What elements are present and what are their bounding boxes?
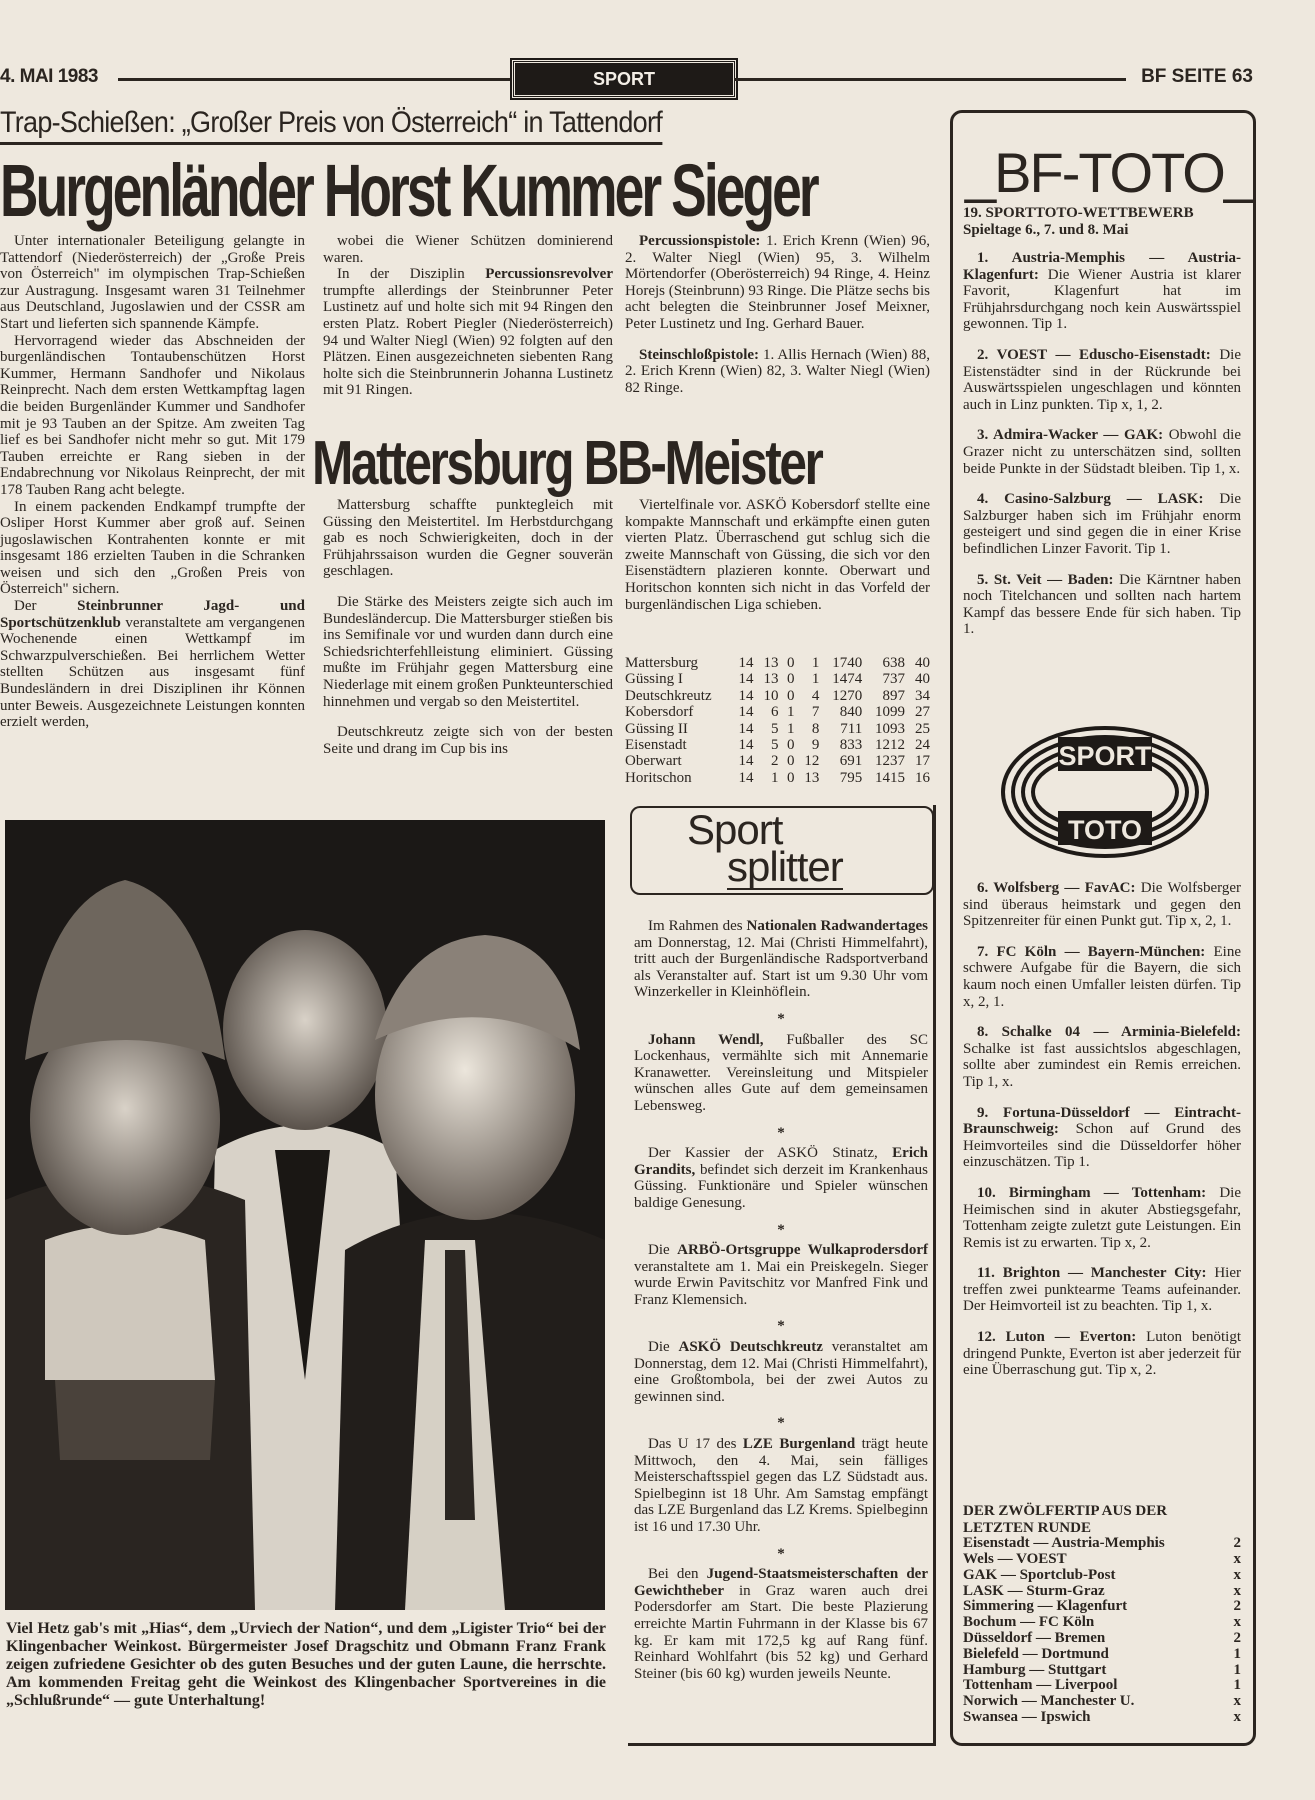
list-item bbox=[963, 1599, 1241, 1615]
table-row bbox=[625, 655, 933, 671]
text-run: Der bbox=[14, 598, 78, 615]
bold-text-run: 2. VOEST — Eduscho-Eisenstadt: bbox=[977, 346, 1211, 363]
stat-cell: 13 bbox=[763, 655, 779, 671]
stat-cell: 5 bbox=[770, 720, 779, 737]
bold-text-run: ARBÖ-Ortsgruppe Wulkaprodersdorf bbox=[677, 1242, 928, 1259]
paragraph bbox=[963, 1329, 1241, 1379]
team-name: Güssing I bbox=[625, 671, 683, 688]
stat-cell: 1093 bbox=[874, 720, 905, 737]
match-result: 1 bbox=[1233, 1661, 1241, 1678]
match-pairing: LASK — Sturm-Graz bbox=[963, 1582, 1105, 1599]
toto-title: 19. SPORTTOTO-WETTBEWERB bbox=[963, 205, 1194, 221]
text-run: veranstaltete am 1. Mai ein Preiskegeln. Sieger wurde Erwin Pavitschitz vor Manfred Fink und Franz Klemensich. bbox=[634, 1258, 928, 1308]
text-run: Schon auf Grund des Heimvorteiles sind die Düsseldorfer höher einzuschätzen. Tip 1. bbox=[963, 1121, 1241, 1171]
stat-cell: 0 bbox=[786, 655, 795, 671]
article-subheadline: Trap-Schießen: „Großer Preis von Österreich“ in Tattendorf bbox=[0, 106, 662, 145]
paragraph bbox=[634, 1339, 928, 1405]
stat-cell: 6 bbox=[770, 704, 779, 721]
match-pairing: Hamburg — Stuttgart bbox=[963, 1661, 1107, 1678]
bold-text-run: 12. Luton — Everton: bbox=[977, 1329, 1137, 1346]
bold-text-run: Jugend-Staatsmeisterschaften der Gewichtheber bbox=[634, 1566, 928, 1599]
stat-cell: 0 bbox=[786, 737, 795, 754]
team-name: Eisenstadt bbox=[625, 737, 687, 754]
last-round bbox=[963, 1503, 1241, 1726]
bold-text-run: 6. Wolfsberg — FavAC: bbox=[977, 880, 1136, 896]
table-row bbox=[625, 721, 933, 737]
stat-cell: 40 bbox=[915, 671, 930, 688]
stat-cell: 0 bbox=[786, 671, 795, 688]
stat-cell: 1 bbox=[811, 655, 820, 671]
text-run: 1. Erich Krenn (Wien) 96, 2. Walter Niegl (Wien) 95, 3. Wilhelm Mörtendorfer (Oberösterreich) 94 Ringe, 4. Heinz Horejs (Steinbrunn) 93 Ringe. Die Plätze sechs bis acht belegten die Steinbrunner Josef Meixner, Peter Lustinetz und Ing. Gerhard Bauer. bbox=[625, 233, 930, 332]
paragraph bbox=[0, 598, 305, 731]
paragraph bbox=[963, 491, 1241, 557]
bold-text-run: Johann Wendl, bbox=[648, 1031, 764, 1048]
match-result: 1 bbox=[1233, 1645, 1241, 1662]
match-result: x bbox=[1233, 1550, 1241, 1567]
splitter-title-line2: splitter bbox=[727, 843, 843, 890]
stat-cell: 795 bbox=[839, 769, 863, 786]
match-pairing: Wels — VOEST bbox=[963, 1550, 1067, 1567]
text-run: Die Wolfsberger sind überaus heimstark und gegen den Spitzenreiter für einen Punkt gut. Tip x, 2, 1. bbox=[963, 880, 1241, 930]
stat-cell: 14 bbox=[738, 769, 754, 786]
match-result: x bbox=[1233, 1566, 1241, 1583]
paragraph bbox=[634, 1436, 928, 1536]
text-run: am Donnerstag, 12. Mai (Christi Himmelfahrt), tritt auch der Burgenländische Radsportverband als Veranstalter auf. Start ist um 9.30 Uhr vom Winzerkeller in Kleinhöflein. bbox=[634, 934, 928, 1001]
table-row bbox=[625, 753, 933, 769]
match-result: 2 bbox=[1233, 1629, 1241, 1646]
match-result: 2 bbox=[1233, 1598, 1241, 1615]
bold-text-run: Nationalen Radwandertages bbox=[746, 918, 928, 934]
stat-cell: 4 bbox=[811, 687, 820, 704]
text-run: Fußballer des SC Lockenhaus, vermählte sich mit Annemarie Kranawetter. Vereinsleitung und Mitspieler wünschen alles Gute auf dem gemeinsamen Lebensweg. bbox=[634, 1031, 928, 1114]
stat-cell: 638 bbox=[882, 655, 905, 671]
stat-cell: 25 bbox=[915, 720, 930, 737]
table-row bbox=[625, 737, 933, 753]
toto-heading bbox=[963, 205, 1241, 238]
team-name: Mattersburg bbox=[625, 655, 699, 671]
text-run: veranstaltet am Donnerstag, dem 12. Mai (Christi Himmelfahrt), eine Großtombola, bei der zwei Autos zu gewinnen sind. bbox=[634, 1339, 928, 1405]
text-run: Die Stärke des Meisters zeigte sich auch im Bundesländercup. Die Mattersburger stießen bis ins Semifinale vor und wurden dann durch eine Schiedsrichterfehlleistung eliminiert. Güssing mußte im Frühjahr gegen Mattersburg eine Niederlage mit einem großen Punkteunterschied hinnehmen und vergab so den Meistertitel. bbox=[323, 593, 613, 710]
table-row bbox=[625, 671, 933, 687]
last-round-list bbox=[963, 1536, 1241, 1726]
stat-cell: 10 bbox=[763, 687, 779, 704]
text-run: Die Eistenstädter sind in der Rückrunde bei Auswärtsspielen ungeschlagen und könnten auch in Linz punkten. Tip x, 1, 2. bbox=[963, 346, 1241, 413]
article-column bbox=[323, 233, 613, 399]
stat-cell: 16 bbox=[915, 769, 930, 786]
separator-asterisk: * bbox=[777, 1010, 785, 1027]
text-run: Luton benötigt dringend Punkte, Everton ist aber jederzeit für eine Überraschung gut. Tip x, 2. bbox=[963, 1329, 1241, 1379]
article-column bbox=[625, 497, 930, 613]
list-item bbox=[963, 1694, 1241, 1710]
bold-text-run: 7. FC Köln — Bayern-München: bbox=[977, 943, 1206, 960]
article-headline: Mattersburg BB-Meister bbox=[312, 429, 822, 498]
match-pairing: Norwich — Manchester U. bbox=[963, 1693, 1135, 1710]
team-name: Kobersdorf bbox=[625, 704, 694, 721]
text-run: Die bbox=[648, 1242, 678, 1259]
stat-cell: 14 bbox=[738, 753, 754, 770]
match-pairing: Bielefeld — Dortmund bbox=[963, 1645, 1109, 1662]
text-run: trumpfte allerdings der Steinbrunner Peter Lustinetz auf und holte sich mit 94 Ringen den ersten Platz. Robert Piegler (Niederösterreich) 94 und Walter Niegl (Wien) 92 folgten auf den Plätzen. Einen ausgezeichneten siebenten Rang holte sich die Steinbrunnerin Johanna Lustinetz mit 91 Ringen. bbox=[323, 282, 613, 399]
text-run: Unter internationaler Beteiligung gelangte in Tattendorf (Niederösterreich) der „Große Preis von Österreich" im olympischen Trap-Schießen zur Austragung. Insgesamt waren 31 Teilnehmer aus Deutschland, Jugoslawien und der CSSR am Start und lieferten sich spannende Kämpfe. bbox=[0, 233, 305, 332]
separator-asterisk: * bbox=[777, 1415, 785, 1432]
team-name: Horitschon bbox=[625, 769, 692, 786]
list-item bbox=[963, 1710, 1241, 1726]
text-run: Hervorragend wieder das Abschneiden der burgenländischen Tontaubenschützen Horst Kummer, Hermann Sandhofer und Nikolaus Reinprecht. Nach dem ersten Wettkampftag lagen die beiden Burgenländer Kummer und Sandhofer mit je 93 Tauben an der Spitze. Am zweiten Tag lief es bei Sandhofer nicht mehr so gut. Mit 179 Tauben erreichte er Rang sieben in der Endabrechnung vor Nikolaus Reinprecht, der mit 178 Tauben Rang acht belegte. bbox=[0, 332, 305, 498]
bold-text-run: Erich Grandits, bbox=[634, 1145, 928, 1178]
list-item bbox=[963, 1536, 1241, 1552]
match-result: 1 bbox=[1233, 1677, 1241, 1694]
stat-cell: 1237 bbox=[874, 753, 905, 770]
toto-subtitle: Spieltage 6., 7. und 8. Mai bbox=[963, 221, 1129, 238]
stat-cell: 40 bbox=[915, 655, 930, 671]
stat-cell: 17 bbox=[915, 753, 930, 770]
paragraph bbox=[963, 1105, 1241, 1171]
article-headline: Burgenländer Horst Kummer Sieger bbox=[0, 149, 817, 232]
toto-tips bbox=[963, 250, 1241, 638]
article-column bbox=[625, 233, 930, 396]
bold-text-run: 1. Austria-Memphis — Austria-Klagenfurt: bbox=[963, 250, 1241, 283]
stat-cell: 1099 bbox=[874, 704, 905, 721]
match-result: x bbox=[1233, 1582, 1241, 1599]
team-name: Deutschkreutz bbox=[625, 687, 712, 704]
paragraph bbox=[634, 1145, 928, 1211]
stat-cell: 1 bbox=[786, 704, 795, 721]
stat-cell: 737 bbox=[882, 671, 905, 688]
match-pairing: Swansea — Ipswich bbox=[963, 1708, 1091, 1725]
match-result: x bbox=[1233, 1614, 1241, 1631]
stat-cell: 840 bbox=[839, 704, 863, 721]
photo-image bbox=[5, 820, 605, 1610]
separator-asterisk: * bbox=[777, 1221, 785, 1238]
paragraph bbox=[963, 1024, 1241, 1090]
stat-cell: 1270 bbox=[832, 687, 863, 704]
stat-cell: 14 bbox=[738, 671, 754, 688]
issue-date: 4. MAI 1983 bbox=[0, 66, 98, 87]
text-run: Die Heimischen sind in akuter Abstiegsgefahr, Tottenham zeigte zuletzt gute Leistungen. Ein Remis ist zu erwarten. Tip x, 2. bbox=[963, 1184, 1241, 1251]
text-run: wobei die Wiener Schützen dominierend waren. bbox=[323, 233, 613, 266]
sport-toto-logo-top: SPORT bbox=[1058, 741, 1152, 771]
stat-cell: 711 bbox=[840, 720, 863, 737]
splitter-title-line1: Sport bbox=[687, 806, 783, 853]
list-item bbox=[963, 1678, 1241, 1694]
text-run: befindet sich derzeit im Krankenhaus Güssing. Funktionäre und Spieler wünschen baldige Genesung. bbox=[634, 1161, 928, 1211]
paragraph bbox=[634, 1242, 928, 1308]
text-run: Die Kärntner haben noch Titelchancen und sollten nach hartem Kampf das bessere Ende für sich haben. Tip 1. bbox=[963, 571, 1242, 638]
paragraph bbox=[323, 233, 613, 266]
text-run: Hier treffen zwei punktearme Teams aufeinander. Der Heimvorteil ist zu beachten. Tip 1, x. bbox=[963, 1265, 1241, 1315]
text-run: In einem packenden Endkampf trumpfte der Osliper Horst Kummer aber groß auf. Seinen jugoslawischen Kontrahenten konnte er mit insgesamt 186 erzielten Tauben in die Schranken weisen und sich den „Großen Preis von Österreich" sichern. bbox=[0, 498, 305, 598]
header-rule bbox=[118, 78, 512, 81]
paragraph bbox=[963, 427, 1241, 477]
text-run: Obwohl die Grazer nicht zu unterschätzen sind, sollten beide Punkte in der Südstadt bleiben. Tip 1, x. bbox=[963, 427, 1241, 477]
team-name: Oberwart bbox=[625, 753, 682, 770]
match-result: x bbox=[1233, 1693, 1241, 1710]
stat-cell: 9 bbox=[811, 737, 820, 754]
text-run: Das U 17 des bbox=[648, 1436, 743, 1453]
list-item bbox=[963, 1568, 1241, 1584]
paragraph bbox=[323, 497, 613, 580]
stat-cell: 5 bbox=[770, 737, 779, 754]
paragraph bbox=[963, 250, 1241, 333]
bold-text-run: Percussionsrevolver bbox=[485, 266, 613, 283]
sport-splitter-title bbox=[630, 806, 934, 895]
paragraph bbox=[963, 1265, 1241, 1315]
bf-toto-logo: _BF-TOTO_ bbox=[965, 141, 1254, 204]
text-run: trägt heute Mittwoch, den 4. Mai, sein fälliges Meisterschaftsspiel gegen das LZ Südstadt aus. Spielbeginn ist 18 Uhr. Am Samstag empfängt das LZE Burgenland das LZ Krems. Spielbeginn ist 16 und 17.30 Uhr. bbox=[634, 1436, 929, 1535]
stat-cell: 14 bbox=[738, 720, 754, 737]
text-run: Viertelfinale vor. ASKÖ Kobersdorf stellte eine kompakte Mannschaft und erkämpfte einen guten vierten Platz. Überraschend gut schlug sich die zweite Mannschaft von Güssing, die sich vor den Eisenstädtern plazieren konnte. Oberwart und Horitschon konnten sich nicht in das Vorfeld der burgenländischen Liga schieben. bbox=[625, 497, 930, 613]
match-result: x bbox=[1233, 1708, 1241, 1725]
stat-cell: 24 bbox=[915, 737, 930, 754]
stat-cell: 1740 bbox=[832, 655, 863, 671]
text-run: Mattersburg schaffte punktegleich mit Güssing den Meistertitel. Im Herbstdurchgang gab es noch Schwierigkeiten, doch in der Frühjahrssaison wurden die Gegner souverän geschlagen. bbox=[323, 497, 613, 580]
paragraph bbox=[963, 572, 1241, 638]
bold-text-run: ASKÖ Deutschkreutz bbox=[678, 1339, 823, 1356]
paragraph bbox=[634, 1032, 928, 1115]
match-pairing: Düsseldorf — Bremen bbox=[963, 1629, 1106, 1646]
text-run: 1. Allis Hernach (Wien) 88, 2. Erich Krenn (Wien) 82, 3. Walter Niegl (Wien) 82 Ringe. bbox=[625, 346, 930, 396]
paragraph bbox=[0, 499, 305, 599]
match-pairing: Simmering — Klagenfurt bbox=[963, 1598, 1128, 1615]
stat-cell: 897 bbox=[882, 687, 905, 704]
list-item bbox=[963, 1631, 1241, 1647]
paragraph bbox=[0, 333, 305, 499]
bold-text-run: Percussionspistole: bbox=[639, 233, 761, 249]
text-run: Die Wiener Austria ist klarer Favorit, Klagenfurt hat im Frühjahrsdurchgang noch kein Auswärtsspiel gewonnen. Tip 1. bbox=[963, 266, 1241, 333]
text-run: Im Rahmen des bbox=[648, 918, 747, 934]
stat-cell: 1212 bbox=[874, 737, 905, 754]
paragraph bbox=[634, 1566, 928, 1682]
table-row bbox=[625, 704, 933, 720]
separator-asterisk: * bbox=[777, 1124, 785, 1141]
stat-cell: 13 bbox=[804, 769, 820, 786]
separator-asterisk: * bbox=[777, 1318, 785, 1335]
text-run: Deutschkreutz zeigte sich von der besten Seite und drang im Cup bis ins bbox=[323, 724, 613, 757]
section-label: SPORT bbox=[512, 60, 736, 98]
bold-text-run: 4. Casino-Salzburg — LASK: bbox=[977, 491, 1204, 508]
stat-cell: 1474 bbox=[832, 671, 863, 688]
match-result: 2 bbox=[1233, 1535, 1241, 1552]
stat-cell: 691 bbox=[839, 753, 863, 770]
stat-cell: 34 bbox=[915, 687, 930, 704]
stat-cell: 14 bbox=[738, 687, 754, 704]
stat-cell: 833 bbox=[839, 737, 863, 754]
league-table bbox=[625, 655, 933, 786]
stat-cell: 12 bbox=[804, 753, 820, 770]
article-column bbox=[323, 497, 613, 757]
photo bbox=[5, 820, 605, 1610]
paragraph bbox=[0, 233, 305, 333]
text-run: In der Disziplin bbox=[337, 266, 486, 283]
match-pairing: Tottenham — Liverpool bbox=[963, 1677, 1118, 1694]
text-run: Die bbox=[648, 1339, 679, 1356]
sport-toto-logo bbox=[1000, 725, 1210, 860]
bold-text-run: 10. Birmingham — Tottenham: bbox=[977, 1184, 1207, 1201]
paragraph bbox=[963, 347, 1241, 413]
header-rule bbox=[734, 78, 1126, 81]
team-name: Güssing II bbox=[625, 720, 688, 737]
stat-cell: 1 bbox=[786, 720, 795, 737]
paragraph bbox=[625, 347, 930, 397]
list-item bbox=[963, 1663, 1241, 1679]
bold-text-run: LZE Burgenland bbox=[742, 1436, 856, 1453]
text-run: Bei den bbox=[648, 1566, 707, 1583]
sport-toto-logo-bottom: TOTO bbox=[1067, 815, 1143, 845]
paragraph bbox=[625, 233, 930, 333]
paragraph bbox=[625, 497, 930, 613]
stat-cell: 14 bbox=[738, 737, 754, 754]
last-round-title: DER ZWÖLFERTIP AUS DER LETZTEN RUNDE bbox=[963, 1503, 1168, 1536]
stat-cell: 0 bbox=[786, 769, 795, 786]
stat-cell: 7 bbox=[811, 704, 820, 721]
paragraph bbox=[323, 724, 613, 757]
stat-cell: 0 bbox=[786, 753, 795, 770]
stat-cell: 1415 bbox=[874, 769, 905, 786]
paragraph bbox=[634, 918, 928, 1001]
stat-cell: 13 bbox=[763, 671, 779, 688]
match-pairing: Eisenstadt — Austria-Memphis bbox=[963, 1535, 1165, 1552]
stat-cell: 0 bbox=[786, 687, 795, 704]
separator-asterisk: * bbox=[777, 1545, 785, 1562]
list-item bbox=[963, 1552, 1241, 1568]
paragraph bbox=[323, 594, 613, 710]
stat-cell: 14 bbox=[738, 655, 754, 671]
match-pairing: Bochum — FC Köln bbox=[963, 1614, 1095, 1631]
text-run: Schalke ist fast aussichtslos abgeschlagen, sollte aber zumindest ein Remis erreichen. Tip 1, x. bbox=[963, 1040, 1241, 1090]
stat-cell: 8 bbox=[811, 720, 820, 737]
bold-text-run: 3. Admira-Wacker — GAK: bbox=[977, 427, 1164, 444]
text-run: Die Salzburger haben sich im Frühjahr enorm gesteigert und sind gegen die in einer Krise befindlichen Linzer Favorit. Tip 1. bbox=[963, 491, 1241, 557]
stat-cell: 27 bbox=[915, 704, 930, 721]
toto-tips bbox=[963, 880, 1241, 1379]
list-item bbox=[963, 1615, 1241, 1631]
photo-caption: Viel Hetz gab's mit „Hias“, dem „Urviech der Nation“, und dem „Ligister Trio“ bei der Klingenbacher Weinkost. Bürgermeister Josef Dragschitz und Obmann Franz Frank zeigen zufriedene Gesichter ob des guten Besuches und der guten Laune, die herrschte. Am kommenden Freitag geht die Weinkost des Klingenbacher Sportvereines in die „Schlußrunde“ — gute Unterhaltung! bbox=[6, 1620, 606, 1709]
table-row bbox=[625, 688, 933, 704]
table-row bbox=[625, 770, 933, 786]
splitter-items bbox=[634, 918, 928, 1682]
paragraph bbox=[323, 266, 613, 399]
text-run: in Graz waren auch drei Podersdorfer am Start. Die beste Plazierung erreichte Martin Fuhrmann in der Klasse bis 67 kg. Er kam mit 172,5 kg auf Rang fünf. Reinhard Wohlfahrt (bis 52 kg) und Gerhard Steiner (bis 60 kg) wurden jeweils Neunte. bbox=[634, 1582, 928, 1682]
stat-cell: 1 bbox=[811, 671, 820, 688]
text-run: Der Kassier der ASKÖ Stinatz, bbox=[648, 1145, 893, 1162]
stat-cell: 1 bbox=[770, 769, 779, 786]
text-run: veranstaltete am vergangenen Wochenende einen Wettkampf im Schwarzpulverschießen. Bei herrlichem Wetter stellten Schützen aus insgesamt fünf Bundesländern in drei Disziplinen ihr Können unter Beweis. Ausgezeichnete Leistungen konnten erzielt werden, bbox=[0, 614, 305, 731]
stat-cell: 2 bbox=[770, 753, 779, 770]
page-number: BF SEITE 63 bbox=[1141, 66, 1253, 87]
bold-text-run: Steinschloßpistole: bbox=[639, 346, 760, 363]
bold-text-run: Steinbrunner Jagd- und Sportschützenklub bbox=[0, 598, 305, 631]
bold-text-run: 11. Brighton — Manchester City: bbox=[977, 1265, 1207, 1282]
match-pairing: GAK — Sportclub-Post bbox=[963, 1566, 1116, 1583]
text-run: Eine schwere Aufgabe für die Bayern, die sich kaum noch einen Umfaller leisten dürfen. Tip x, 2, 1. bbox=[963, 943, 1241, 1010]
list-item bbox=[963, 1584, 1241, 1600]
paragraph bbox=[963, 1185, 1241, 1251]
bold-text-run: 5. St. Veit — Baden: bbox=[977, 571, 1114, 588]
stat-cell: 14 bbox=[738, 704, 754, 721]
list-item bbox=[963, 1647, 1241, 1663]
paragraph bbox=[963, 944, 1241, 1010]
bold-text-run: 9. Fortuna-Düsseldorf — Eintracht-Braunschweig: bbox=[963, 1104, 1241, 1138]
bold-text-run: 8. Schalke 04 — Arminia-Bielefeld: bbox=[977, 1024, 1241, 1041]
article-column bbox=[0, 233, 305, 731]
paragraph bbox=[963, 880, 1241, 930]
